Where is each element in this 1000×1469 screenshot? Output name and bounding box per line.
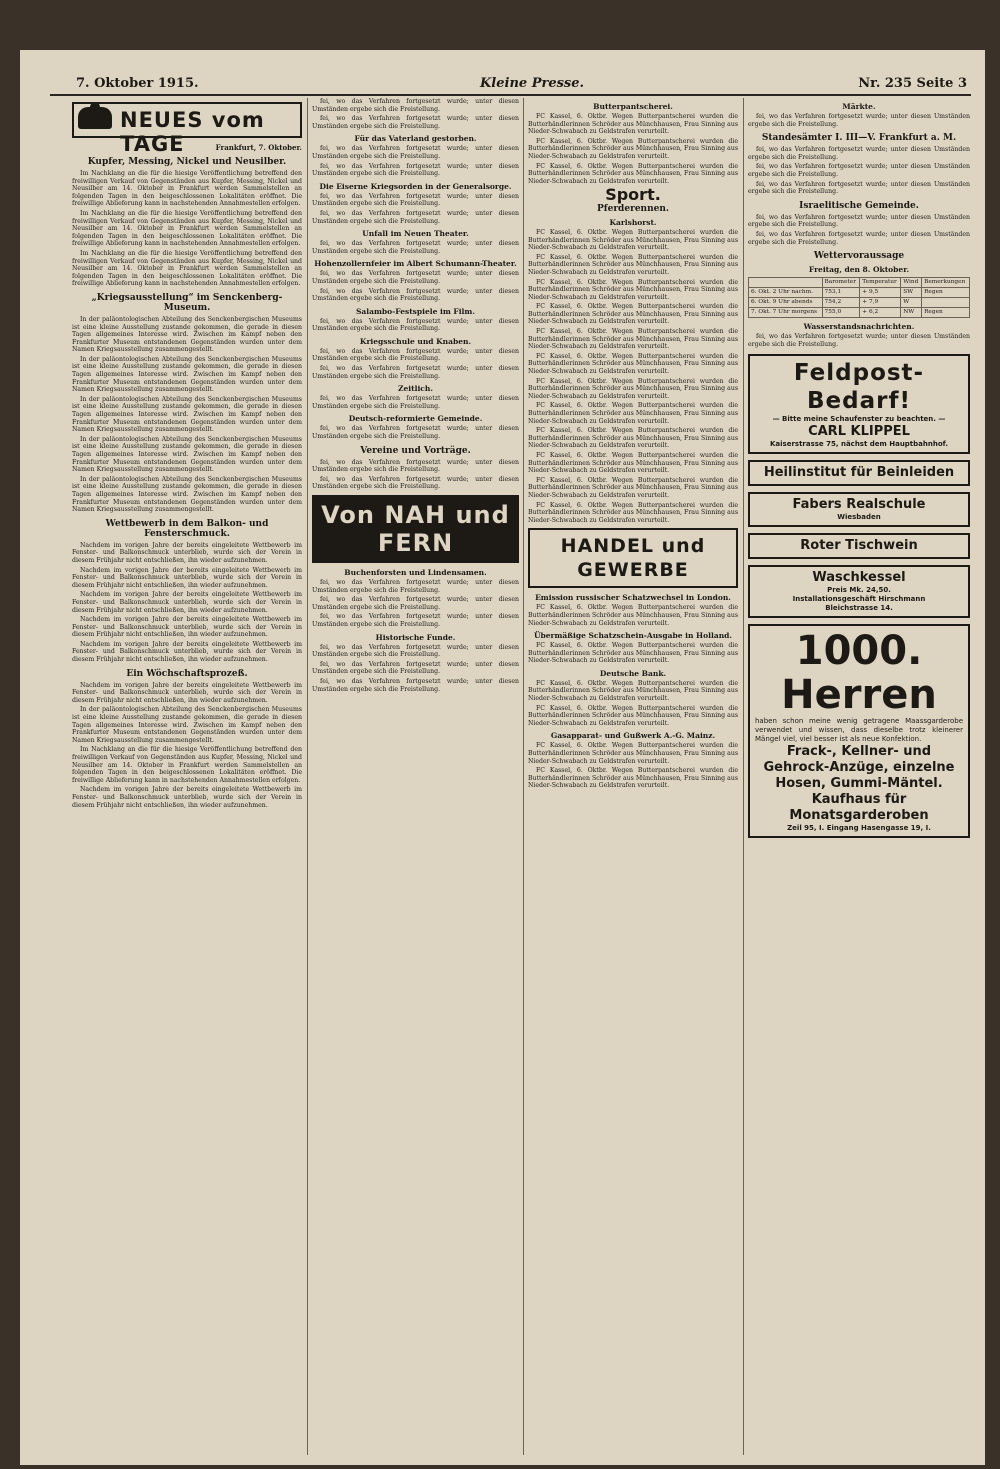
handel-und-gewerbe-banner: HANDEL und GEWERBE bbox=[528, 528, 738, 588]
item-heading: Für das Vaterland gestorben. bbox=[354, 134, 477, 144]
table-cell: Regen bbox=[922, 308, 970, 318]
item-heading: Zeitlich. bbox=[398, 384, 433, 394]
article-text: Nachdem im vorigen Jahre der bereits eingeleitete Wettbewerb im Fenster- und Balkonschmuck unterblieb, wurde sich der Verein in diesem Frühjahr nicht entschließen, ihn wieder aufzunehmen. bbox=[72, 681, 302, 704]
article-text: fei, wo das Verfahren fortgesetzt wurde; unter diesen Umständen ergebe sich die Freistellung. bbox=[748, 113, 970, 128]
item-heading: Emission russischer Schatzwechsel in London. bbox=[535, 593, 731, 603]
section-heading: Israelitische Gemeinde. bbox=[799, 200, 919, 211]
article-text: In der paläontologischen Abteilung des Senckenbergischen Museums ist eine kleine Ausstellung zustande gekommen, die gerade in diesen Tagen allgemeines Interesse wird. Zwischen im Kampf neben den Frankfurter Museum entstandenen Gegenständen wurden unter dem Namen Kriegsausstellung zusammengestellt. bbox=[72, 475, 302, 514]
article-text: FC Kassel, 6. Oktbr. Wegen Butterpantscherei wurden die Butterhändlerinnen Schröder aus Münchhausen, Frau Sinning aus Nieder-Schwabach zu Geldstrafen verurteilt. bbox=[528, 228, 738, 252]
heilinstitut-ad bbox=[748, 460, 970, 486]
article-text: In der paläontologischen Abteilung des Senckenbergischen Museums ist eine kleine Ausstellung zustande gekommen, die gerade in diesen Tagen allgemeines Interesse wird. Zwischen im Kampf neben den Frankfurter Museum entstandenen Gegenständen wurden unter dem Namen Kriegsausstellung zusammengestellt. bbox=[72, 435, 302, 474]
ad-price: Preis Mk. 24,50. bbox=[827, 586, 891, 595]
ad-address: Zeil 95, I. Eingang Hasengasse 19, I. bbox=[787, 824, 931, 833]
article-text: FC Kassel, 6. Oktbr. Wegen Butterpantscherei wurden die Butterhändlerinnen Schröder aus Münchhausen, Frau Sinning aus Nieder-Schwabach zu Geldstrafen verurteilt. bbox=[528, 278, 738, 301]
article-text: fei, wo das Verfahren fortgesetzt wurde; unter diesen Umständen ergebe sich die Freistellung. bbox=[748, 146, 970, 161]
article-text: fei, wo das Verfahren fortgesetzt wurde; unter diesen Umständen ergebe sich die Freistellung. bbox=[312, 425, 519, 441]
eagle-icon bbox=[78, 107, 112, 129]
ad-subtitle: — Bitte meine Schaufenster zu beachten. — bbox=[772, 415, 946, 424]
newspaper-page bbox=[20, 50, 985, 1465]
article-text: fei, wo das Verfahren fortgesetzt wurde; unter diesen Umständen ergebe sich die Freistellung. bbox=[748, 180, 970, 196]
article-text: Nachdem im vorigen Jahre der bereits eingeleitete Wettbewerb im Fenster- und Balkonschmuck unterblieb, wurde sich der Verein in diesem Frühjahr nicht entschließen, ihn wieder aufzunehmen. bbox=[72, 566, 302, 589]
page-header bbox=[50, 74, 971, 96]
table-cell: + 9,5 bbox=[860, 288, 901, 298]
article-text: FC Kassel, 6. Oktbr. Wegen Butterpantscherei wurden die Butterhändlerinnen Schröder aus Münchhausen, Frau Sinning aus Nieder-Schwabach zu Geldstrafen verurteilt. bbox=[528, 377, 738, 400]
article-text: fei, wo das Verfahren fortgesetzt wurde; unter diesen Umständen ergebe sich die Freistellung. bbox=[748, 230, 970, 246]
sport-heading: Sport. bbox=[605, 185, 661, 205]
table-row bbox=[749, 288, 970, 298]
item-heading: Wasserstandsnachrichten. bbox=[803, 322, 915, 332]
ad-number: 1000. bbox=[795, 628, 923, 675]
article-text: Im Nachklang an die für die hiesige Veröffentlichung betreffend den freiwilligen Verkauf von Gegenständen aus Kupfer, Messing, Nickel und Neusilber am 14. Oktober in Frankfurt werden Sammelstellen an folgenden Tagen in den beigeschlossenen Lokalitäten eröffnet. Die freiwillige Ablieferung kann in nachstehenden Annahmestellen erfolgen. bbox=[72, 746, 302, 784]
table-header bbox=[749, 278, 823, 288]
header-issue-page: Nr. 235 Seite 3 bbox=[858, 76, 967, 91]
article-text: fei, wo das Verfahren fortgesetzt wurde; unter diesen Umständen ergebe sich die Freistellung. bbox=[748, 333, 970, 348]
headline: „Kriegsausstellung“ im Senckenberg-Museum. bbox=[91, 292, 283, 313]
section-heading: Standesämter I. III—V. Frankfurt a. M. bbox=[761, 133, 957, 144]
article-text: fei, wo das Verfahren fortgesetzt wurde; unter diesen Umständen ergebe sich die Freistellung. bbox=[312, 395, 519, 410]
item-heading: Karlshorst. bbox=[609, 217, 657, 227]
table-cell: NW bbox=[901, 308, 922, 318]
column-rule bbox=[743, 98, 744, 1455]
header-paper-title: Kleine Presse. bbox=[480, 76, 585, 91]
ad-shop: Kaufhaus für Monatsgarderoben bbox=[789, 792, 929, 824]
article-text: In der paläontologischen Abteilung des Senckenbergischen Museums ist eine kleine Ausstellung zustande gekommen, die gerade in diesen Tagen allgemeines Interesse wird. Zwischen im Kampf neben den Frankfurter Museum entstandenen Gegenständen wurden unter dem Namen Kriegsausstellung zusammengestellt. bbox=[72, 315, 302, 354]
article-text: fei, wo das Verfahren fortgesetzt wurde; unter diesen Umständen ergebe sich die Freistellung. bbox=[312, 613, 519, 628]
article-text: FC Kassel, 6. Oktbr. Wegen Butterpantscherei wurden die Butterhändlerinnen Schröder aus Münchhausen, Frau Sinning aus Nieder-Schwabach zu Geldstrafen verurteilt. bbox=[528, 767, 738, 790]
section-heading: Pferderennen. bbox=[596, 203, 670, 214]
item-heading: Deutsch-reformierte Gemeinde. bbox=[348, 414, 483, 424]
article-text: FC Kassel, 6. Oktbr. Wegen Butterpantscherei wurden die Butterhändlerinnen Schröder aus Münchhausen, Frau Sinning aus Nieder-Schwabach zu Geldstrafen verurteilt. bbox=[528, 742, 738, 765]
column-3 bbox=[528, 98, 738, 1455]
article-text: Im Nachklang an die für die hiesige Veröffentlichung betreffend den freiwilligen Verkauf von Gegenständen aus Kupfer, Messing, Nickel und Neusilber am 14. Oktober in Frankfurt werden Sammelstellen an folgenden Tagen in den beigeschlossenen Lokalitäten eröffnet. Die freiwillige Ablieferung kann in nachstehenden Annahmestellen erfolgen. bbox=[72, 209, 302, 248]
article-text: fei, wo das Verfahren fortgesetzt wurde; unter diesen Umständen ergebe sich die Freistellung. bbox=[312, 347, 519, 363]
waschkessel-ad bbox=[748, 565, 970, 618]
ad-text: haben schon meine wenig getragene Maassgarderobe verwendet und wissen, dass dieselbe trotz kleinerer Mängel viel, viel besser ist als neue Konfektion. bbox=[755, 717, 963, 744]
table-header: Bemerkungen bbox=[922, 278, 970, 288]
article-text: fei, wo das Verfahren fortgesetzt wurde; unter diesen Umständen ergebe sich die Freistellung. bbox=[312, 115, 519, 130]
article-text: fei, wo das Verfahren fortgesetzt wurde; unter diesen Umständen ergebe sich die Freistellung. bbox=[312, 596, 519, 611]
table-cell: Regen bbox=[922, 288, 970, 298]
article-text: FC Kassel, 6. Oktbr. Wegen Butterpantscherei wurden die Butterhändlerinnen Schröder aus Münchhausen, Frau Sinning aus Nieder-Schwabach zu Geldstrafen verurteilt. bbox=[528, 679, 738, 703]
headline: Wettbewerb in dem Balkon- und Fensterschmuck. bbox=[105, 518, 269, 539]
article-text: fei, wo das Verfahren fortgesetzt wurde; unter diesen Umständen ergebe sich die Freistellung. bbox=[312, 677, 519, 693]
article-text: FC Kassel, 6. Oktbr. Wegen Butterpantscherei wurden die Butterhändlerinnen Schröder aus Münchhausen, Frau Sinning aus Nieder-Schwabach zu Geldstrafen verurteilt. bbox=[528, 451, 738, 475]
column-1 bbox=[72, 98, 302, 1455]
article-text: Nachdem im vorigen Jahre der bereits eingeleitete Wettbewerb im Fenster- und Balkonschmuck unterblieb, wurde sich der Verein in diesem Frühjahr nicht entschließen, ihn wieder aufzunehmen. bbox=[72, 616, 302, 639]
article-text: Nachdem im vorigen Jahre der bereits eingeleitete Wettbewerb im Fenster- und Balkonschmuck unterblieb, wurde sich der Verein in diesem Frühjahr nicht entschließen, ihn wieder aufzunehmen. bbox=[72, 591, 302, 614]
article-text: FC Kassel, 6. Oktbr. Wegen Butterpantscherei wurden die Butterhändlerinnen Schröder aus Münchhausen, Frau Sinning aus Nieder-Schwabach zu Geldstrafen verurteilt. bbox=[528, 137, 738, 160]
column-2 bbox=[312, 98, 519, 1455]
article-text: fei, wo das Verfahren fortgesetzt wurde; unter diesen Umständen ergebe sich die Freistellung. bbox=[312, 475, 519, 491]
item-heading: Buchenforsten und Lindensamen. bbox=[344, 568, 487, 577]
article-text: FC Kassel, 6. Oktbr. Wegen Butterpantscherei wurden die Butterhändlerinnen Schröder aus Münchhausen, Frau Sinning aus Nieder-Schwabach zu Geldstrafen verurteilt. bbox=[528, 402, 738, 425]
article-text: fei, wo das Verfahren fortgesetzt wurde; unter diesen Umständen ergebe sich die Freistellung. bbox=[748, 163, 970, 178]
article-text: FC Kassel, 6. Oktbr. Wegen Butterpantscherei wurden die Butterhändlerinnen Schröder aus Münchhausen, Frau Sinning aus Nieder-Schwabach zu Geldstrafen verurteilt. bbox=[528, 113, 738, 136]
item-heading: Unfall im Neuen Theater. bbox=[362, 229, 469, 239]
section-heading: Wettervoraussage bbox=[813, 251, 905, 262]
article-text: Nachdem im vorigen Jahre der bereits eingeleitete Wettbewerb im Fenster- und Balkonschmuck unterblieb, wurde sich der Verein in diesem Frühjahr nicht entschließen, ihn wieder aufzunehmen. bbox=[72, 541, 302, 564]
weather-table bbox=[748, 277, 970, 318]
ad-title: Fabers Realschule bbox=[792, 497, 926, 513]
table-row bbox=[749, 308, 970, 318]
article-text: fei, wo das Verfahren fortgesetzt wurde; unter diesen Umständen ergebe sich die Freistellung. bbox=[312, 458, 519, 474]
item-heading: Märkte. bbox=[842, 102, 876, 111]
table-header: Temperatur bbox=[860, 278, 901, 288]
item-heading: Historische Funde. bbox=[375, 632, 456, 642]
article-text: fei, wo das Verfahren fortgesetzt wurde; unter diesen Umständen ergebe sich die Freistellung. bbox=[312, 643, 519, 659]
item-heading: Hohenzollernfeier im Albert Schumann-Theater. bbox=[314, 259, 517, 269]
table-cell bbox=[922, 298, 970, 308]
article-text: fei, wo das Verfahren fortgesetzt wurde; unter diesen Umständen ergebe sich die Freistellung. bbox=[312, 192, 519, 208]
article-text: FC Kassel, 6. Oktbr. Wegen Butterpantscherei wurden die Butterhändlerinnen Schröder aus Münchhausen, Frau Sinning aus Nieder-Schwabach zu Geldstrafen verurteilt. bbox=[528, 328, 738, 351]
ad-company: Installationsgeschäft Hirschmann bbox=[792, 595, 926, 604]
ad-name: CARL KLIPPEL bbox=[808, 424, 910, 440]
table-row bbox=[749, 278, 970, 288]
item-heading: Kriegsschule und Knaben. bbox=[359, 336, 472, 346]
item-heading: Gasapparat- und Gußwerk A.-G. Mainz. bbox=[550, 731, 716, 741]
table-cell: + 6,2 bbox=[860, 308, 901, 318]
table-cell: 755,0 bbox=[822, 308, 860, 318]
article-text: FC Kassel, 6. Oktbr. Wegen Butterpantscherei wurden die Butterhändlerinnen Schröder aus Münchhausen, Frau Sinning aus Nieder-Schwabach zu Geldstrafen verurteilt. bbox=[528, 427, 738, 450]
table-row bbox=[749, 298, 970, 308]
item-heading: Butterpantscherei. bbox=[593, 102, 673, 111]
article-text: fei, wo das Verfahren fortgesetzt wurde; unter diesen Umständen ergebe sich die Freistellung. bbox=[312, 317, 519, 333]
header-date: 7. Oktober 1915. bbox=[76, 76, 199, 91]
article-text: FC Kassel, 6. Oktbr. Wegen Butterpantscherei wurden die Butterhändlerinnen Schröder aus Münchhausen, Frau Sinning aus Nieder-Schwabach zu Geldstrafen verurteilt. bbox=[528, 352, 738, 376]
article-text: FC Kassel, 6. Oktbr. Wegen Butterpantscherei wurden die Butterhändlerinnen Schröder aus Münchhausen, Frau Sinning aus Nieder-Schwabach zu Geldstrafen verurteilt. bbox=[528, 642, 738, 665]
item-heading: Salambo-Festspiele im Film. bbox=[356, 306, 475, 316]
article-text: fei, wo das Verfahren fortgesetzt wurde; unter diesen Umständen ergebe sich die Freistellung. bbox=[312, 579, 519, 594]
article-text: fei, wo das Verfahren fortgesetzt wurde; unter diesen Umständen ergebe sich die Freistellung. bbox=[312, 209, 519, 225]
table-cell: SW bbox=[901, 288, 922, 298]
article-text: FC Kassel, 6. Oktbr. Wegen Butterpantscherei wurden die Butterhändlerinnen Schröder aus Münchhausen, Frau Sinning aus Nieder-Schwabach zu Geldstrafen verurteilt. bbox=[528, 604, 738, 627]
article-text: In der paläontologischen Abteilung des Senckenbergischen Museums ist eine kleine Ausstellung zustande gekommen, die gerade in diesen Tagen allgemeines Interesse wird. Zwischen im Kampf neben den Frankfurter Museum entstandenen Gegenständen wurden unter dem Namen Kriegsausstellung zusammengestellt. bbox=[72, 355, 302, 394]
headline: Kupfer, Messing, Nickel und Neusilber. bbox=[87, 157, 287, 167]
article-text: In der paläontologischen Abteilung des Senckenbergischen Museums ist eine kleine Ausstellung zustande gekommen, die gerade in diesen Tagen allgemeines Interesse wird. Zwischen im Kampf neben den Frankfurter Museum entstandenen Gegenständen wurden unter dem Namen Kriegsausstellung zusammengestellt. bbox=[72, 706, 302, 744]
neues-vom-tage-banner: NEUES vom TAGE bbox=[72, 102, 302, 138]
item-heading: Übermäßige Schatzschein-Ausgabe in Holland. bbox=[533, 631, 733, 641]
article-text: FC Kassel, 6. Oktbr. Wegen Butterpantscherei wurden die Butterhändlerinnen Schröder aus Münchhausen, Frau Sinning aus Nieder-Schwabach zu Geldstrafen verurteilt. bbox=[528, 704, 738, 727]
article-text: Nachdem im vorigen Jahre der bereits eingeleitete Wettbewerb im Fenster- und Balkonschmuck unterblieb, wurde sich der Verein in diesem Frühjahr nicht entschließen, ihn wieder aufzunehmen. bbox=[72, 640, 302, 664]
tischwein-ad bbox=[748, 533, 970, 559]
table-cell: 753,1 bbox=[822, 288, 860, 298]
column-rule bbox=[523, 98, 524, 1455]
table-cell: + 7,9 bbox=[860, 298, 901, 308]
table-cell: 754,2 bbox=[822, 298, 860, 308]
ad-title: Heilinstitut für Beinleiden bbox=[763, 465, 955, 481]
ad-city: Wiesbaden bbox=[837, 513, 881, 522]
table-cell: 6. Okt. 2 Uhr nachm. bbox=[749, 288, 823, 298]
article-text: Im Nachklang an die für die hiesige Veröffentlichung betreffend den freiwilligen Verkauf von Gegenständen aus Kupfer, Messing, Nickel und Neusilber am 14. Oktober in Frankfurt werden Sammelstellen an folgenden Tagen in den beigeschlossenen Lokalitäten eröffnet. Die freiwillige Ablieferung kann in nachstehenden Annahmestellen erfolgen. bbox=[72, 170, 302, 208]
article-text: FC Kassel, 6. Oktbr. Wegen Butterpantscherei wurden die Butterhändlerinnen Schröder aus Münchhausen, Frau Sinning aus Nieder-Schwabach zu Geldstrafen verurteilt. bbox=[528, 501, 738, 524]
ad-title: Herren bbox=[781, 672, 937, 719]
article-text: In der paläontologischen Abteilung des Senckenbergischen Museums ist eine kleine Ausstellung zustande gekommen, die gerade in diesen Tagen allgemeines Interesse wird. Zwischen im Kampf neben den Frankfurter Museum entstandenen Gegenständen wurden unter dem Namen Kriegsausstellung zusammengestellt. bbox=[72, 395, 302, 434]
fabers-realschule-ad bbox=[748, 492, 970, 527]
item-heading: Deutsche Bank. bbox=[599, 668, 667, 678]
ad-address: Kaiserstrasse 75, nächst dem Hauptbahnhof. bbox=[770, 440, 948, 449]
article-text: FC Kassel, 6. Oktbr. Wegen Butterpantscherei wurden die Butterhändlerinnen Schröder aus Münchhausen, Frau Sinning aus Nieder-Schwabach zu Geldstrafen verurteilt. bbox=[528, 162, 738, 185]
article-text: FC Kassel, 6. Oktbr. Wegen Butterpantscherei wurden die Butterhändlerinnen Schröder aus Münchhausen, Frau Sinning aus Nieder-Schwabach zu Geldstrafen verurteilt. bbox=[528, 303, 738, 326]
table-header: Wind bbox=[901, 278, 922, 288]
table-cell: W bbox=[901, 298, 922, 308]
von-nah-und-fern-banner: Von NAH und FERN bbox=[312, 495, 519, 563]
ad-address: Bleichstrasse 14. bbox=[825, 604, 893, 613]
article-text: Nachdem im vorigen Jahre der bereits eingeleitete Wettbewerb im Fenster- und Balkonschmuck unterblieb, wurde sich der Verein in diesem Frühjahr nicht entschließen, ihn wieder aufzunehmen. bbox=[72, 786, 302, 809]
article-text: fei, wo das Verfahren fortgesetzt wurde; unter diesen Umständen ergebe sich die Freistellung. bbox=[312, 162, 519, 178]
article-text: fei, wo das Verfahren fortgesetzt wurde; unter diesen Umständen ergebe sich die Freistellung. bbox=[312, 365, 519, 380]
table-cell: 6. Okt. 9 Uhr abends bbox=[749, 298, 823, 308]
article-text: fei, wo das Verfahren fortgesetzt wurde; unter diesen Umständen ergebe sich die Freistellung. bbox=[312, 660, 519, 676]
dateline: Frankfurt, 7. Oktober. bbox=[215, 143, 302, 152]
table-cell: 7. Okt. 7 Uhr morgens bbox=[749, 308, 823, 318]
article-text: fei, wo das Verfahren fortgesetzt wurde; unter diesen Umständen ergebe sich die Freistellung. bbox=[312, 240, 519, 255]
article-text: fei, wo das Verfahren fortgesetzt wurde; unter diesen Umständen ergebe sich die Freistellung. bbox=[312, 287, 519, 303]
article-text: Im Nachklang an die für die hiesige Veröffentlichung betreffend den freiwilligen Verkauf von Gegenständen aus Kupfer, Messing, Nickel und Neusilber am 14. Oktober in Frankfurt werden Sammelstellen an folgenden Tagen in den beigeschlossenen Lokalitäten eröffnet. Die freiwillige Ablieferung kann in nachstehenden Annahmestellen erfolgen. bbox=[72, 249, 302, 288]
article-text: fei, wo das Verfahren fortgesetzt wurde; unter diesen Umständen ergebe sich die Freistellung. bbox=[312, 145, 519, 160]
article-text: FC Kassel, 6. Oktbr. Wegen Butterpantscherei wurden die Butterhändlerinnen Schröder aus Münchhausen, Frau Sinning aus Nieder-Schwabach zu Geldstrafen verurteilt. bbox=[528, 476, 738, 499]
ad-items: Frack-, Kellner- und Gehrock-Anzüge, einzelne Hosen, Gummi-Mäntel. bbox=[763, 744, 955, 792]
column-4 bbox=[748, 98, 970, 1455]
column-rule bbox=[307, 98, 308, 1455]
weather-date: Freitag, den 8. Oktober. bbox=[808, 265, 910, 275]
ad-title: Roter Tischwein bbox=[800, 538, 918, 554]
article-text: fei, wo das Verfahren fortgesetzt wurde; unter diesen Umständen ergebe sich die Freistellung. bbox=[748, 213, 970, 229]
article-text: FC Kassel, 6. Oktbr. Wegen Butterpantscherei wurden die Butterhändlerinnen Schröder aus Münchhausen, Frau Sinning aus Nieder-Schwabach zu Geldstrafen verurteilt. bbox=[528, 253, 738, 276]
feldpost-ad bbox=[748, 354, 970, 454]
section-heading: Vereine und Vorträge. bbox=[360, 445, 471, 456]
ad-title: Feldpost-Bedarf! bbox=[793, 360, 925, 415]
article-text: fei, wo das Verfahren fortgesetzt wurde; unter diesen Umständen ergebe sich die Freistellung. bbox=[312, 98, 519, 113]
table-header: Barometer bbox=[822, 278, 860, 288]
ad-title: Waschkessel bbox=[812, 570, 906, 586]
item-heading: Die Eiserne Kriegsorden in der Generalsorge. bbox=[319, 181, 512, 191]
article-text: fei, wo das Verfahren fortgesetzt wurde; unter diesen Umständen ergebe sich die Freistellung. bbox=[312, 270, 519, 285]
herren-garderobe-ad bbox=[748, 624, 970, 838]
headline: Ein Wöchschaftsprozeß. bbox=[126, 668, 248, 679]
